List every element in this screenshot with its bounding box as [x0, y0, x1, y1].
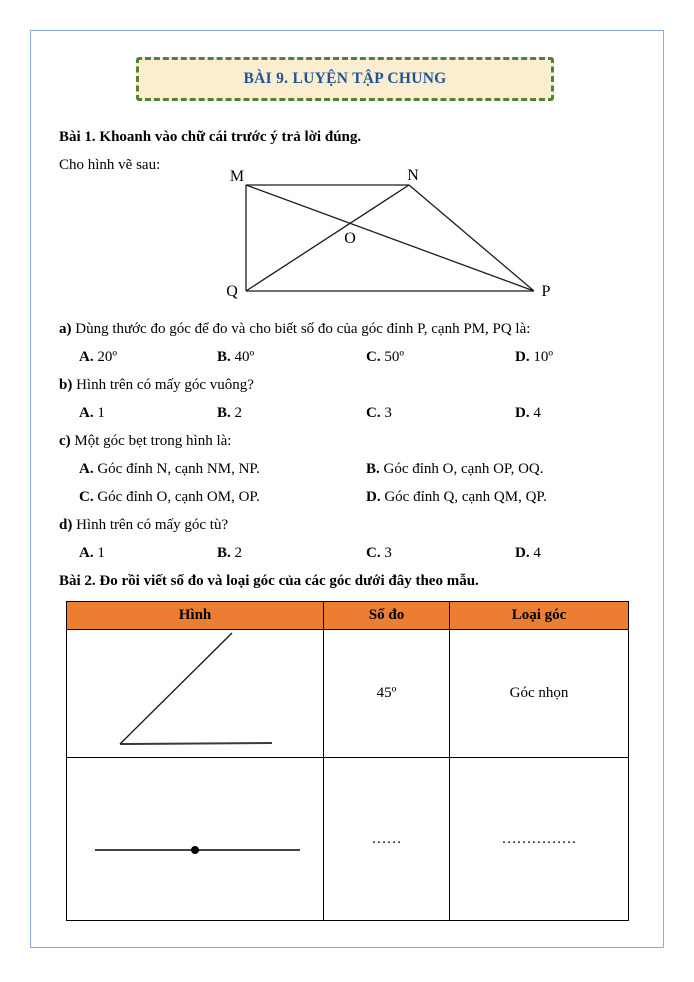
option-text: 3: [384, 545, 392, 561]
segment-MP: [246, 185, 534, 291]
table-header-hinh: Hình: [67, 602, 324, 630]
option-a-C: [366, 343, 515, 371]
option-text: 4: [533, 405, 541, 421]
angle-measure-table: [66, 601, 629, 921]
vertex-label-P: P: [541, 283, 551, 300]
option-text: 2: [234, 405, 243, 421]
option-text: Góc đỉnh O, cạnh OM, OP.: [97, 489, 260, 505]
option-d-A: [79, 539, 217, 567]
cell-loaigoc-row2: ……………: [450, 758, 629, 921]
option-key: C.: [366, 545, 381, 561]
table-row: [67, 758, 629, 921]
option-text: Góc đỉnh O, cạnh OP, OQ.: [383, 461, 544, 477]
option-key: B.: [217, 349, 231, 365]
question-a-options: [59, 343, 645, 371]
vertex-label-M: M: [229, 168, 245, 185]
question-c-options-row2: [59, 483, 645, 511]
option-b-B: [217, 399, 366, 427]
question-b: [59, 371, 645, 399]
option-a-D: [515, 343, 645, 371]
option-text: 20º: [97, 349, 117, 365]
question-c: [59, 427, 645, 455]
option-a-B: [217, 343, 366, 371]
question-a-text: Dùng thước đo góc để đo và cho biết số đo của góc đỉnh P, cạnh PM, PQ là:: [75, 321, 531, 337]
segment-QN: [246, 185, 409, 291]
lesson-title: BÀI 9. LUYỆN TẬP CHUNG: [243, 70, 447, 87]
option-text: 1: [97, 545, 105, 561]
questions-block: [59, 315, 645, 595]
option-key: A.: [79, 545, 94, 561]
acute-angle-icon: [67, 630, 321, 752]
table-row: [67, 630, 629, 758]
question-c-label: c): [59, 433, 71, 449]
exercise2-title: Bài 2. Đo rồi viết số đo và loại góc của các góc dưới đây theo mẫu.: [59, 573, 479, 589]
question-d-text: Hình trên có mấy góc tù?: [76, 517, 229, 533]
option-c-B: [366, 455, 645, 483]
option-key: B.: [366, 461, 380, 477]
question-a-label: a): [59, 321, 72, 337]
option-key: D.: [515, 405, 530, 421]
straight-line-with-midpoint-icon: [67, 758, 321, 915]
option-key: A.: [79, 461, 94, 477]
option-text: Góc đỉnh Q, cạnh QM, QP.: [384, 489, 547, 505]
cell-figure-acute-angle: [67, 630, 324, 758]
question-a: [59, 315, 645, 343]
option-c-A: [79, 455, 366, 483]
table-header-row: [67, 602, 629, 630]
exercise1-intro: Cho hình vẽ sau:: [59, 157, 161, 173]
option-c-D: [366, 483, 645, 511]
question-b-text: Hình trên có mấy góc vuông?: [76, 377, 254, 393]
option-text: 4: [533, 545, 541, 561]
question-d-options: [59, 539, 645, 567]
option-d-D: [515, 539, 645, 567]
option-a-A: [79, 343, 217, 371]
cell-loaigoc-row1: Góc nhọn: [450, 630, 629, 758]
option-key: A.: [79, 349, 94, 365]
question-d-label: d): [59, 517, 73, 533]
option-key: C.: [366, 405, 381, 421]
worksheet-page: [30, 30, 664, 948]
option-key: B.: [217, 405, 231, 421]
option-key: D.: [366, 489, 381, 505]
lesson-title-banner: [136, 57, 554, 101]
option-key: C.: [79, 489, 94, 505]
option-text: 3: [384, 405, 392, 421]
cell-sodo-row2: ……: [324, 758, 450, 921]
option-key: A.: [79, 405, 94, 421]
table-header-loaigoc: Loại góc: [450, 602, 629, 630]
question-c-text: Một góc bẹt trong hình là:: [74, 433, 232, 449]
table-header-sodo: Số đo: [324, 602, 450, 630]
option-key: C.: [366, 349, 381, 365]
question-b-label: b): [59, 377, 73, 393]
exercise1-title: Bài 1. Khoanh vào chữ cái trước ý trả lời đúng.: [59, 129, 362, 145]
cell-figure-straight-line: [67, 758, 324, 921]
segment-NP: [409, 185, 534, 291]
option-text: 1: [97, 405, 105, 421]
option-text: 2: [234, 545, 243, 561]
option-text: 40º: [234, 349, 255, 365]
option-text: 50º: [384, 349, 404, 365]
option-d-B: [217, 539, 366, 567]
option-b-D: [515, 399, 645, 427]
option-text: 10º: [533, 349, 553, 365]
option-b-C: [366, 399, 515, 427]
vertex-label-O: O: [344, 230, 356, 247]
option-c-C: [79, 483, 366, 511]
question-d: [59, 511, 645, 539]
option-text: Góc đỉnh N, cạnh NM, NP.: [97, 461, 260, 477]
question-b-options: [59, 399, 645, 427]
option-b-A: [79, 399, 217, 427]
vertex-label-N: N: [407, 167, 419, 184]
option-d-C: [366, 539, 515, 567]
option-key: D.: [515, 349, 530, 365]
geometry-figure-mnqp: [181, 167, 601, 312]
option-key: D.: [515, 545, 530, 561]
vertex-label-Q: Q: [226, 283, 238, 300]
option-key: B.: [217, 545, 231, 561]
question-c-options-row1: [59, 455, 645, 483]
cell-sodo-row1: 45º: [324, 630, 450, 758]
